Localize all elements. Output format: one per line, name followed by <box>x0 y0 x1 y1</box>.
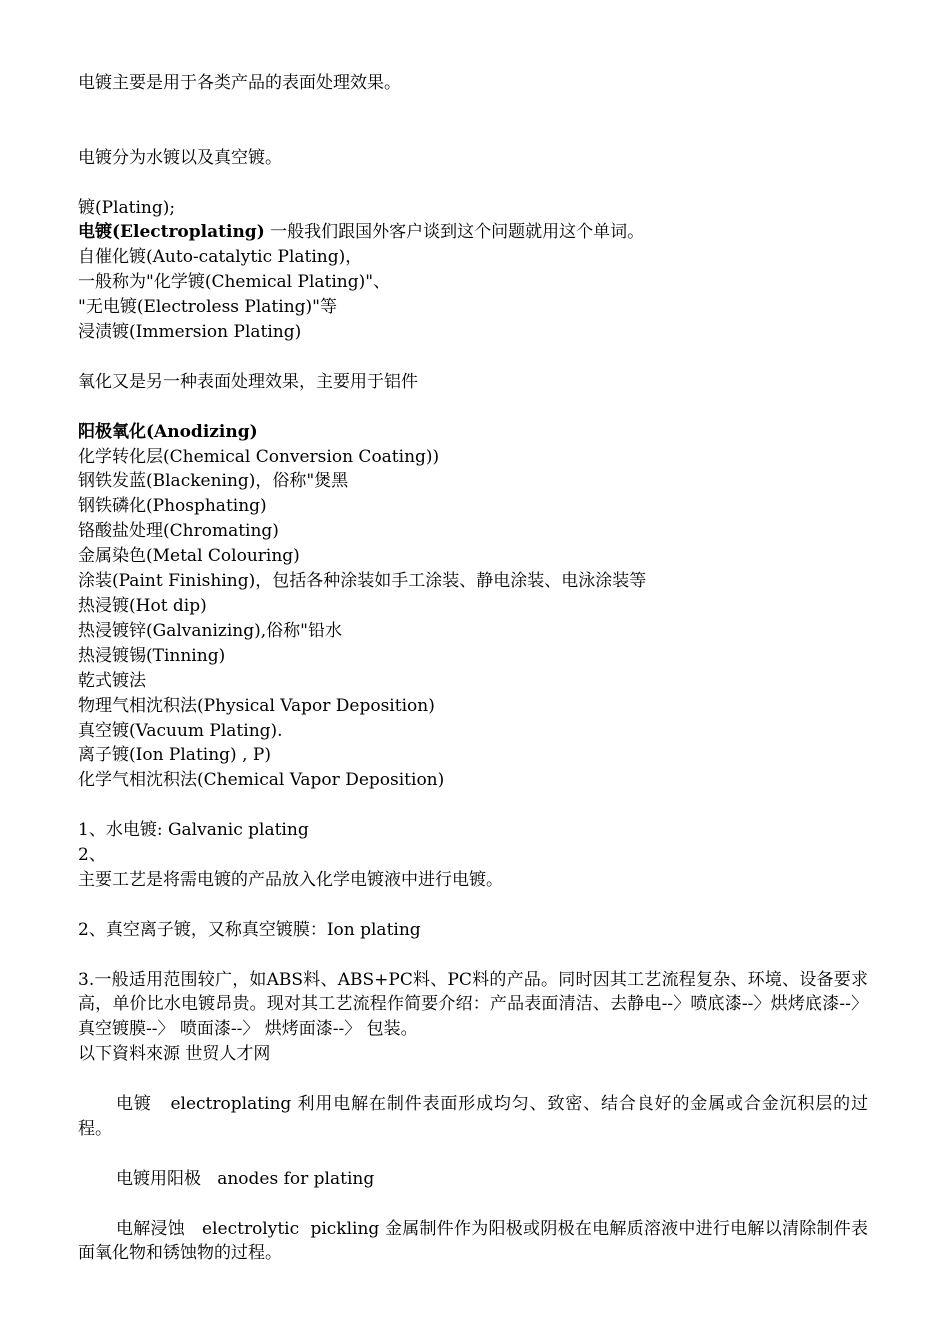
spacer <box>78 1142 868 1167</box>
spacer <box>78 345 868 370</box>
spacer <box>78 171 868 196</box>
oxidation-intro-line: 氧化又是另一种表面处理效果，主要用于铝件 <box>78 371 418 392</box>
list-item: 钢铁发蓝(Blackening)，俗称"煲黑 <box>78 471 349 492</box>
definition-anodes: 电镀用阳极 anodes for plating <box>116 1168 375 1189</box>
auto-catalytic-line: 自催化镀(Auto-catalytic Plating)， <box>78 247 363 268</box>
document-body <box>78 71 868 1266</box>
spacer <box>78 1067 868 1092</box>
anodizing-heading: 阳极氧化(Anodizing) <box>78 421 258 442</box>
chemical-plating-line: 一般称为"化学镀(Chemical Plating)"、 <box>78 272 391 293</box>
list-item: 真空镀(Vacuum Plating). <box>78 720 283 741</box>
list-item: 物理气相沈积法(Physical Vapor Deposition) <box>78 695 435 716</box>
list-item: 铬酸盐处理(Chromating) <box>78 521 279 542</box>
definition-pickling: 电解浸蚀 electrolytic pickling 金属制件作为阳极或阴极在电解质溶液中进行电解以清除制件表面氧化物和锈蚀物的过程。 <box>78 1218 868 1264</box>
process-paragraph: 3.一般适用范围较广，如ABS料、ABS+PC料、PC料的产品。同时因其工艺流程复杂、环境、设备要求高，单价比水电镀昂贵。现对其工艺流程作简要介绍：产品表面清洁、去静电--〉喷底漆--〉烘烤底漆--〉 真空镀膜--〉 喷面漆--〉 烘烤面漆--〉 包装。 <box>78 969 868 1040</box>
list-item: 金属染色(Metal Colouring) <box>78 546 300 567</box>
process-line: 主要工艺是将需电镀的产品放入化学电镀液中进行电镀。 <box>78 869 503 890</box>
list-item: 乾式镀法 <box>78 670 146 691</box>
electroplating-note: 一般我们跟国外客户谈到这个问题就用这个单词。 <box>264 222 645 243</box>
list-item: 离子镀(Ion Plating) , P) <box>78 745 271 766</box>
spacer <box>78 793 868 818</box>
item2-line: 2、 <box>78 845 106 866</box>
list-item: 热浸镀(Hot dip) <box>78 595 207 616</box>
list-item: 热浸镀锌(Galvanizing),俗称"铅水 <box>78 620 342 641</box>
spacer <box>78 1192 868 1217</box>
spacer <box>78 395 868 420</box>
intro-line: 电镀主要是用于各类产品的表面处理效果。 <box>78 73 401 93</box>
list-item: 热浸镀锡(Tinning) <box>78 645 226 666</box>
plating-types-line: 电镀分为水镀以及真空镀。 <box>78 147 282 168</box>
list-item: 化学气相沈积法(Chemical Vapor Deposition) <box>78 770 445 791</box>
list-item: 涂装(Paint Finishing)，包括各种涂装如手工涂装、静电涂装、电泳涂装等 <box>78 571 647 592</box>
spacer <box>78 943 868 968</box>
electroplating-line <box>78 220 868 245</box>
water-plating-line: 1、水电镀: Galvanic plating <box>78 820 309 841</box>
electroless-line: "无电镀(Electroless Plating)"等 <box>78 297 337 318</box>
source-line: 以下資料來源 世贸人才网 <box>78 1044 271 1065</box>
spacer <box>78 893 868 918</box>
electroplating-term: 电镀(Electroplating) <box>78 222 265 243</box>
list-item: 化学转化层(Chemical Conversion Coating)) <box>78 446 440 467</box>
list-item: 钢铁磷化(Phosphating) <box>78 496 267 517</box>
immersion-line: 浸渍镀(Immersion Plating) <box>78 322 302 343</box>
definition-electroplating: 电镀 electroplating 利用电解在制件表面形成均匀、致密、结合良好的金属或合金沉积层的过程。 <box>78 1094 868 1139</box>
vacuum-ion-line: 2、真空离子镀，又称真空镀膜：Ion plating <box>78 919 421 940</box>
spacer <box>78 96 868 146</box>
plating-term-line: 镀(Plating); <box>78 197 176 218</box>
